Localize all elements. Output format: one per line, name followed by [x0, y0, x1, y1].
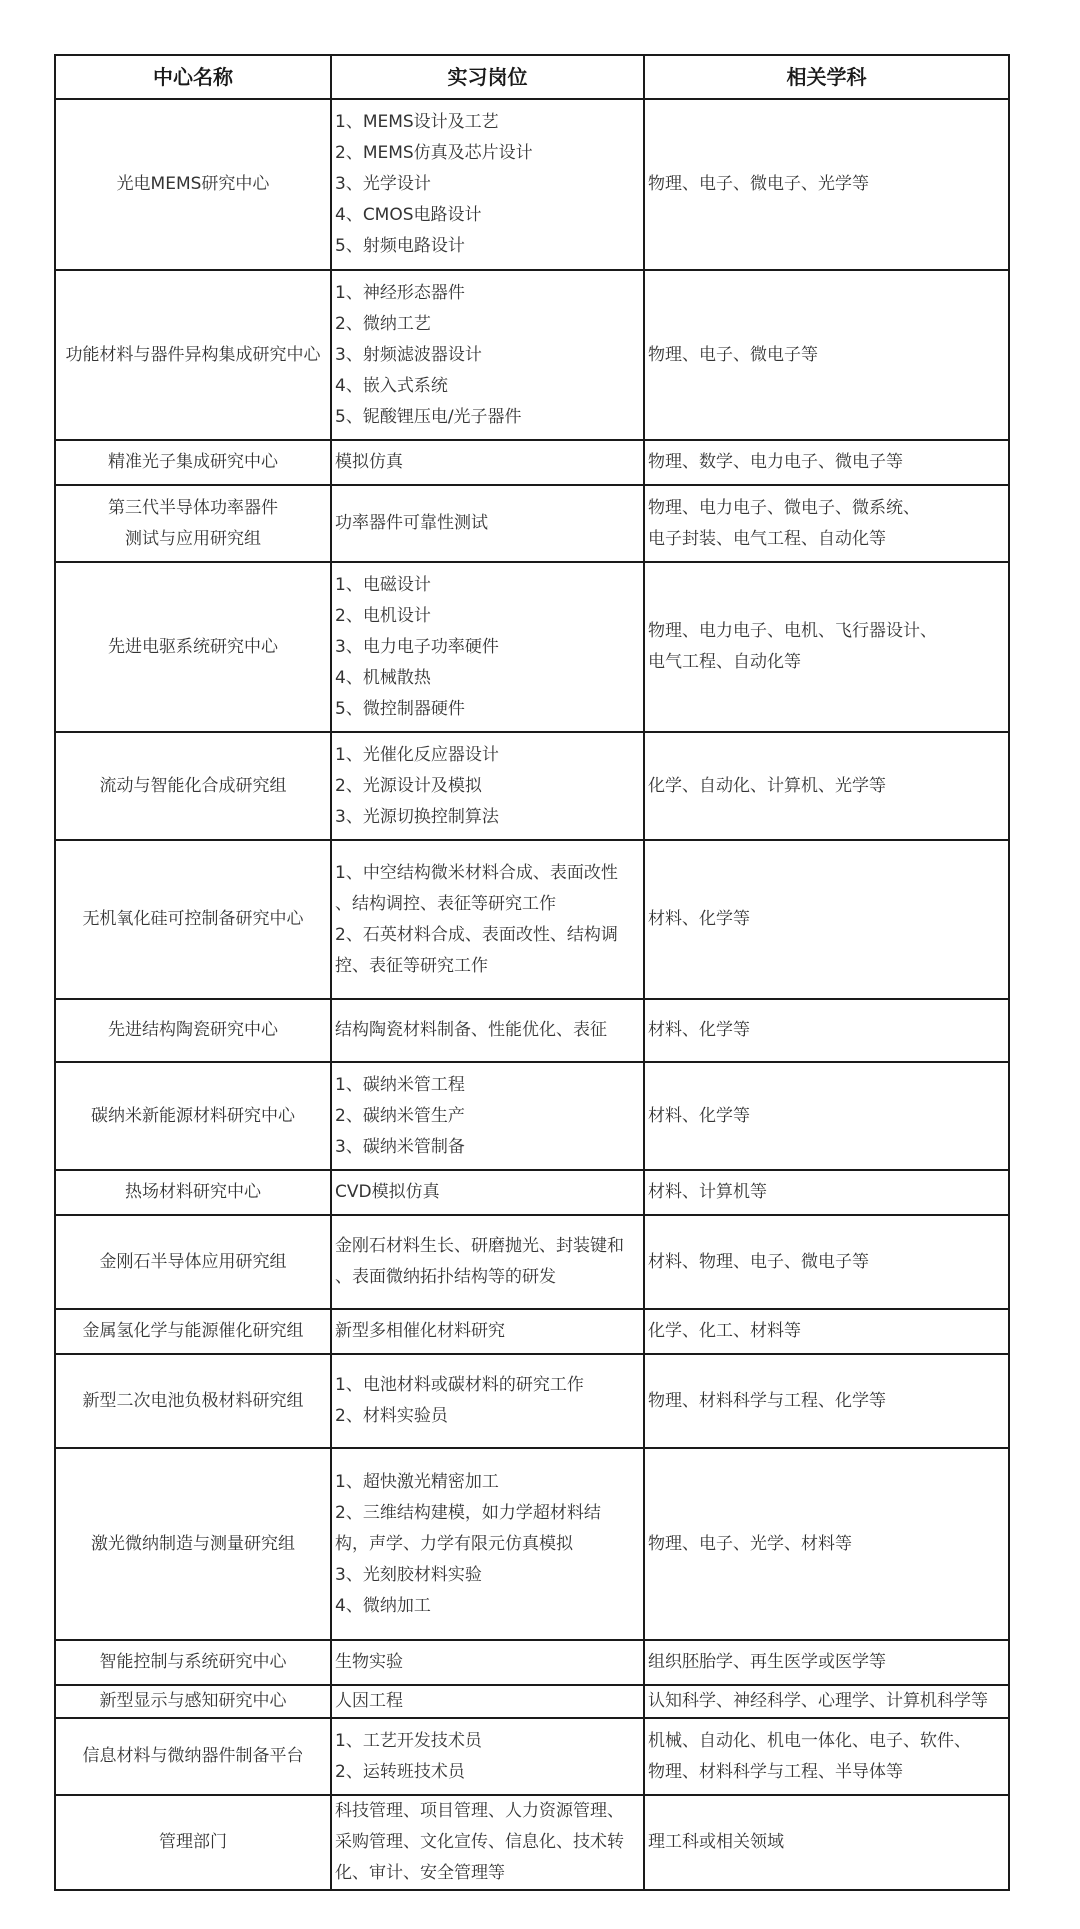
position-line: 3、光学设计 [335, 174, 431, 194]
position-line: 化、审计、安全管理等 [335, 1863, 505, 1883]
center-name-line: 新型显示与感知研究中心 [99, 1691, 287, 1711]
center-name-line: 先进结构陶瓷研究中心 [108, 1020, 278, 1040]
header-related-subjects: 相关学科 [644, 55, 1009, 99]
header-center-name: 中心名称 [55, 55, 331, 99]
position-line: CVD模拟仿真 [335, 1182, 440, 1202]
center-name-cell [55, 732, 331, 840]
center-name-line: 管理部门 [159, 1832, 227, 1852]
position-line: 2、三维结构建模，如力学超材料结 [335, 1502, 601, 1523]
center-name-line: 第三代半导体功率器件 [108, 497, 278, 518]
position-line: 科技管理、项目管理、人力资源管理、 [335, 1801, 624, 1821]
position-line: 4、CMOS电路设计 [335, 205, 482, 225]
position-cell [331, 485, 644, 562]
subjects-line: 认知科学、神经科学、心理学、计算机科学等 [648, 1691, 988, 1711]
center-name-line: 碳纳米新能源材料研究中心 [91, 1105, 295, 1126]
subjects-line: 组织胚胎学、再生医学或医学等 [648, 1652, 886, 1672]
position-line: 1、MEMS设计及工艺 [335, 112, 499, 132]
center-name-cell [55, 99, 331, 270]
position-line: 5、微控制器硬件 [335, 698, 465, 719]
position-line: 2、MEMS仿真及芯片设计 [335, 143, 533, 163]
subjects-cell [644, 99, 1009, 270]
position-line: 、结构调控、表征等研究工作 [335, 893, 556, 914]
position-line: 结构陶瓷材料制备、性能优化、表征 [335, 1020, 607, 1040]
subjects-line: 物理、电子、微电子、光学等 [648, 174, 869, 194]
position-line: 采购管理、文化宣传、信息化、技术转 [335, 1832, 624, 1852]
subjects-line: 物理、电子、微电子等 [648, 344, 818, 365]
center-name-line: 激光微纳制造与测量研究组 [91, 1533, 295, 1554]
subjects-cell [644, 1215, 1009, 1309]
center-name-cell [55, 1215, 331, 1309]
table-row [55, 99, 1009, 270]
table-row [55, 1448, 1009, 1640]
position-line: 1、光催化反应器设计 [335, 744, 499, 765]
position-line: 2、电机设计 [335, 605, 431, 626]
subjects-line: 物理、材料科学与工程、化学等 [648, 1390, 886, 1411]
subjects-line: 机械、自动化、机电一体化、电子、软件、 [648, 1730, 971, 1751]
position-line: 2、材料实验员 [335, 1406, 448, 1426]
table-row [55, 999, 1009, 1062]
table-row [55, 270, 1009, 440]
subjects-line: 材料、物理、电子、微电子等 [648, 1251, 869, 1272]
center-name-cell [55, 1718, 331, 1795]
center-name-line: 无机氧化硅可控制备研究中心 [82, 909, 304, 929]
position-cell [331, 1448, 644, 1640]
subjects-cell [644, 270, 1009, 440]
position-line: 、表面微纳拓扑结构等的研发 [335, 1267, 556, 1287]
subjects-line: 物理、数学、电力电子、微电子等 [648, 452, 903, 472]
position-cell [331, 1685, 644, 1718]
subjects-cell [644, 1170, 1009, 1215]
center-name-cell [55, 270, 331, 440]
subjects-cell [644, 732, 1009, 840]
center-name-line: 先进电驱系统研究中心 [108, 636, 278, 657]
position-line: 生物实验 [335, 1652, 403, 1672]
table-header [55, 55, 1009, 99]
table-row [55, 1062, 1009, 1170]
subjects-line: 化学、自动化、计算机、光学等 [648, 775, 886, 796]
center-name-cell [55, 1354, 331, 1448]
position-line: 1、电池材料或碳材料的研究工作 [335, 1375, 584, 1395]
internship-table [54, 54, 1010, 1891]
position-cell [331, 732, 644, 840]
center-name-line: 测试与应用研究组 [125, 528, 261, 549]
position-cell [331, 1170, 644, 1215]
subjects-cell [644, 1309, 1009, 1354]
position-cell [331, 440, 644, 485]
subjects-cell [644, 1448, 1009, 1640]
position-line: 2、光源设计及模拟 [335, 775, 482, 796]
table-row [55, 1354, 1009, 1448]
center-name-line: 信息材料与微纳器件制备平台 [82, 1746, 304, 1766]
position-line: 5、铌酸锂压电/光子器件 [335, 406, 522, 427]
position-cell [331, 999, 644, 1062]
center-name-line: 新型二次电池负极材料研究组 [82, 1390, 304, 1411]
position-line: 1、中空结构微米材料合成、表面改性 [335, 862, 618, 883]
table-row [55, 840, 1009, 999]
position-cell [331, 1215, 644, 1309]
subjects-line: 电子封装、电气工程、自动化等 [648, 528, 886, 549]
center-name-cell [55, 1170, 331, 1215]
position-line: 4、嵌入式系统 [335, 375, 448, 396]
center-name-line: 金属氢化学与能源催化研究组 [82, 1321, 304, 1341]
position-cell [331, 562, 644, 732]
subjects-line: 材料、计算机等 [648, 1182, 767, 1202]
subjects-line: 电气工程、自动化等 [648, 652, 801, 672]
position-line: 4、机械散热 [335, 667, 431, 688]
center-name-cell [55, 999, 331, 1062]
position-line: 功率器件可靠性测试 [335, 513, 488, 533]
subjects-cell [644, 1640, 1009, 1685]
position-cell [331, 1718, 644, 1795]
center-name-cell [55, 1062, 331, 1170]
position-cell [331, 1309, 644, 1354]
subjects-cell [644, 1718, 1009, 1795]
position-cell [331, 1640, 644, 1685]
subjects-cell [644, 485, 1009, 562]
table-row [55, 1309, 1009, 1354]
position-line: 1、工艺开发技术员 [335, 1730, 482, 1751]
subjects-cell [644, 562, 1009, 732]
table-row [55, 1170, 1009, 1215]
center-name-cell [55, 1448, 331, 1640]
table-row [55, 440, 1009, 485]
position-cell [331, 840, 644, 999]
subjects-cell [644, 440, 1009, 485]
subjects-cell [644, 1795, 1009, 1890]
center-name-cell [55, 485, 331, 562]
subjects-cell [644, 840, 1009, 999]
subjects-line: 材料、化学等 [648, 1105, 750, 1126]
center-name-line: 功能材料与器件异构集成研究中心 [65, 344, 321, 365]
table-row [55, 1685, 1009, 1718]
position-line: 控、表征等研究工作 [335, 955, 488, 976]
position-line: 1、神经形态器件 [335, 282, 465, 303]
subjects-cell [644, 1062, 1009, 1170]
table-row [55, 1215, 1009, 1309]
table-row [55, 732, 1009, 840]
position-line: 人因工程 [335, 1691, 403, 1711]
header-internship-position: 实习岗位 [331, 55, 644, 99]
center-name-line: 光电MEMS研究中心 [116, 174, 270, 194]
position-line: 2、石英材料合成、表面改性、结构调 [335, 924, 618, 945]
center-name-cell [55, 1685, 331, 1718]
position-line: 2、碳纳米管生产 [335, 1105, 465, 1126]
position-line: 3、碳纳米管制备 [335, 1136, 465, 1157]
center-name-cell [55, 1309, 331, 1354]
position-line: 5、射频电路设计 [335, 236, 465, 256]
position-line: 1、碳纳米管工程 [335, 1074, 465, 1095]
table-row [55, 1795, 1009, 1890]
center-name-line: 流动与智能化合成研究组 [99, 775, 287, 796]
subjects-line: 化学、化工、材料等 [648, 1321, 801, 1341]
position-cell [331, 1354, 644, 1448]
position-line: 4、微纳加工 [335, 1595, 431, 1616]
subjects-line: 物理、材料科学与工程、半导体等 [648, 1761, 903, 1782]
position-line: 3、光源切换控制算法 [335, 806, 499, 827]
position-line: 1、超快激光精密加工 [335, 1471, 499, 1492]
position-line: 2、运转班技术员 [335, 1761, 465, 1782]
position-line: 3、光刻胶材料实验 [335, 1564, 482, 1585]
center-name-cell [55, 440, 331, 485]
table-row [55, 562, 1009, 732]
position-line: 新型多相催化材料研究 [335, 1321, 505, 1341]
position-line: 模拟仿真 [335, 452, 403, 472]
position-cell [331, 1062, 644, 1170]
position-line: 2、微纳工艺 [335, 313, 431, 334]
position-line: 3、电力电子功率硬件 [335, 636, 499, 657]
table-body [55, 99, 1009, 1890]
subjects-line: 材料、化学等 [648, 1020, 750, 1040]
subjects-line: 理工科或相关领域 [648, 1832, 784, 1852]
center-name-cell [55, 840, 331, 999]
subjects-line: 材料、化学等 [648, 909, 750, 929]
position-line: 金刚石材料生长、研磨抛光、封装键和 [335, 1236, 624, 1256]
table-row [55, 1718, 1009, 1795]
subjects-cell [644, 1685, 1009, 1718]
subjects-cell [644, 999, 1009, 1062]
center-name-cell [55, 1640, 331, 1685]
table-row [55, 1640, 1009, 1685]
subjects-cell [644, 1354, 1009, 1448]
subjects-line: 物理、电子、光学、材料等 [648, 1533, 852, 1554]
center-name-line: 智能控制与系统研究中心 [99, 1652, 287, 1672]
center-name-line: 金刚石半导体应用研究组 [99, 1251, 287, 1272]
center-name-line: 热场材料研究中心 [125, 1182, 261, 1202]
position-line: 3、射频滤波器设计 [335, 344, 482, 365]
table-row [55, 485, 1009, 562]
subjects-line: 物理、电力电子、微电子、微系统、 [648, 497, 920, 518]
subjects-line: 物理、电力电子、电机、飞行器设计、 [648, 621, 937, 641]
center-name-line: 精准光子集成研究中心 [108, 452, 278, 472]
center-name-cell [55, 1795, 331, 1890]
position-line: 构，声学、力学有限元仿真模拟 [335, 1533, 573, 1554]
position-cell [331, 99, 644, 270]
position-cell [331, 270, 644, 440]
position-line: 1、电磁设计 [335, 574, 431, 595]
position-cell [331, 1795, 644, 1890]
center-name-cell [55, 562, 331, 732]
header-row [55, 55, 1009, 99]
